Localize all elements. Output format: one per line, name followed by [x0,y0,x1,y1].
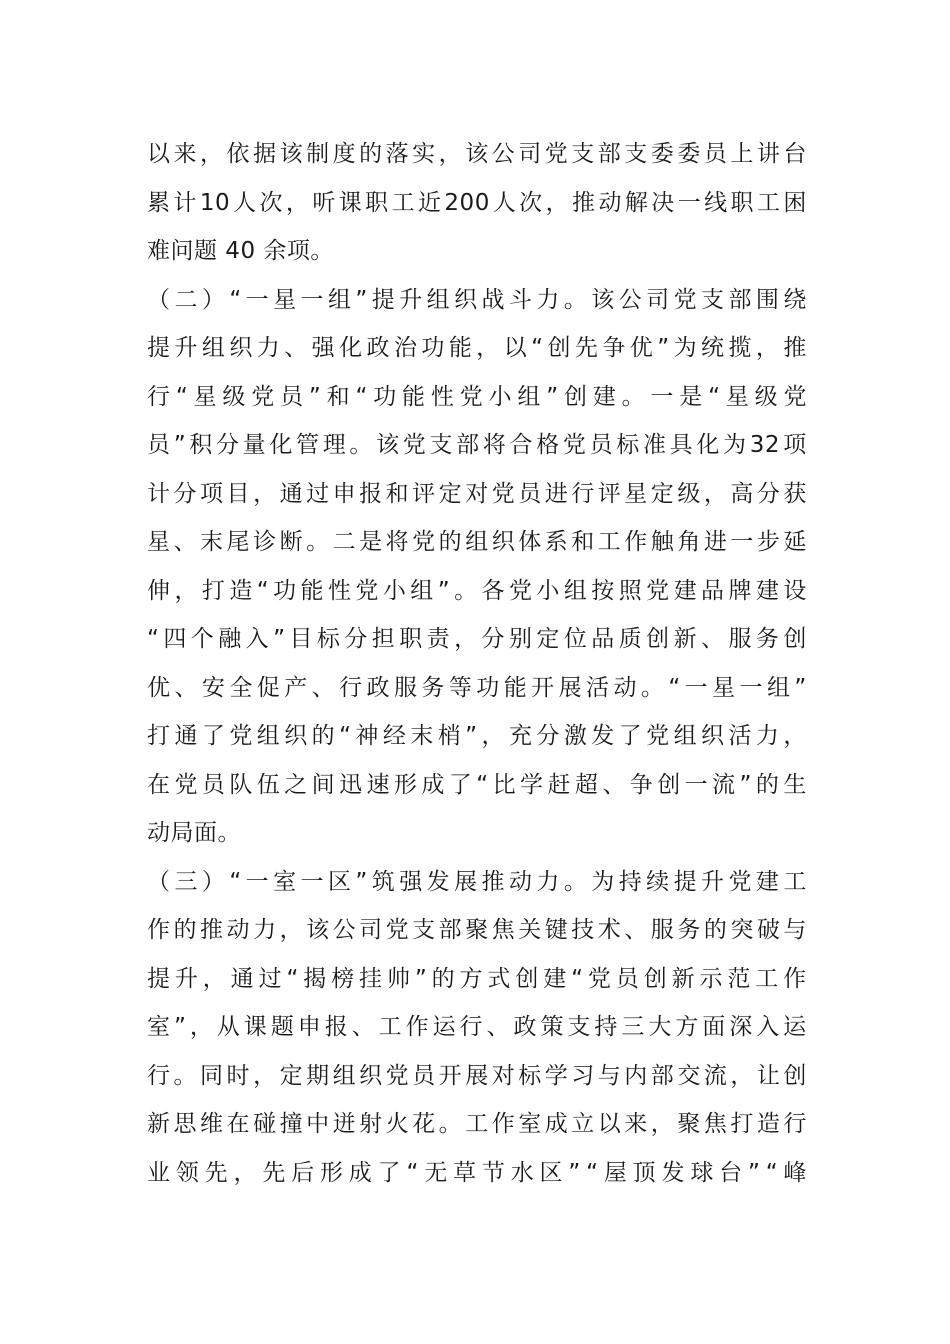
text-line: 累 计 10 人 次 ， 听 课 职 工 近 200 人 次 ， 推 动 解 决 一 线 职 工 困 [147,189,807,216]
body-text [147,130,807,1197]
text-line: 计 分 项 目 ， 通 过 申 报 和 评 定 对 党 员 进 行 评 星 定 级 ， 高 分 获 [147,480,807,507]
text-line: 员 ” 积 分 量 化 管 理 。 该 党 支 部 将 合 格 党 员 标 准 具 化 为 32 项 [147,432,807,458]
text-line: 行 。 同 时 ， 定 期 组 织 党 员 开 展 对 标 学 习 与 内 部 交 流 ， 让 创 [147,1062,807,1089]
text-line: （ 三 ） “ 一 室 一 区 ” 筑 强 发 展 推 动 力 。 为 持 续 提 升 党 建 工 [147,868,807,895]
text-line: 提 升 组 织 力 、 强 化 政 治 功 能 ， 以 “ 创 先 争 优 ” 为 统 揽 ， 推 [147,335,807,361]
text-line: 优 、 安 全 促 产 、 行 政 服 务 等 功 能 开 展 活 动 。 “ 一 星 一 组 ” [147,674,807,701]
text-line: 打 通 了 党 组 织 的 “ 神 经 末 梢 ” ， 充 分 激 发 了 党 组 织 活 力 ， [147,723,807,749]
text-line: 星 、 末 尾 诊 断 。 二 是 将 党 的 组 织 体 系 和 工 作 触 角 进 一 步 延 [147,529,807,555]
text-line: 业 领 先 ， 先 后 形 成 了 “ 无 草 节 水 区 ” “ 屋 顶 发 球 台 ” “ 峰 [147,1159,807,1186]
text-line: 新 思 维 在 碰 撞 中 迸 射 火 花 。 工 作 室 成 立 以 来 ， 聚 焦 打 造 行 [147,1111,807,1137]
text-line: 伸 ， 打 造 “ 功 能 性 党 小 组 ” 。 各 党 小 组 按 照 党 建 品 牌 建 设 [147,577,807,604]
text-line: 动局面。 [147,820,241,846]
text-line: 提 升 ， 通 过 “ 揭 榜 挂 帅 ” 的 方 式 创 建 “ 党 员 创 新 示 范 工 作 [147,965,807,992]
text-line: 室 ” ， 从 课 题 申 报 、 工 作 运 行 、 政 策 支 持 三 大 方 面 深 入 运 [147,1014,807,1040]
text-line: 在 党 员 队 伍 之 间 迅 速 形 成 了 “ 比 学 赶 超 、 争 创 一 流 ” 的 生 [147,771,807,798]
text-line: （ 二 ） “ 一 星 一 组 ” 提 升 组 织 战 斗 力 。 该 公 司 党 支 部 围 绕 [147,286,807,313]
text-line: “ 四 个 融 入 ” 目 标 分 担 职 责 ， 分 别 定 位 品 质 创 新 、 服 务 创 [147,626,807,652]
text-line: 作 的 推 动 力 ， 该 公 司 党 支 部 聚 焦 关 键 技 术 、 服 务 的 突 破 与 [147,917,807,943]
text-line: 以 来 ， 依 据 该 制 度 的 落 实 ， 该 公 司 党 支 部 支 委 委 员 上 讲 台 [147,141,807,167]
text-line: 难问题 40 余项。 [147,238,334,264]
text-line: 行 “ 星 级 党 员 ” 和 “ 功 能 性 党 小 组 ” 创 建 。 一 是 “ 星 级 党 [147,383,807,410]
